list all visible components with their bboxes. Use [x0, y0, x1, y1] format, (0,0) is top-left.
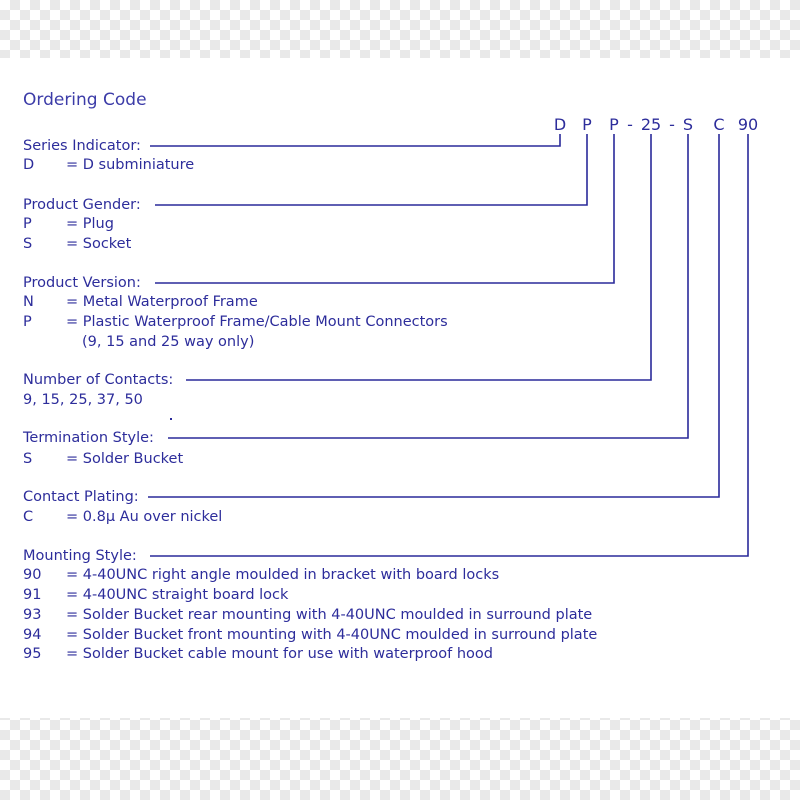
section-label: Mounting Style: [23, 548, 137, 564]
option-code: 91 [23, 587, 42, 603]
option-text: = Solder Bucket rear mounting with 4-40UNC moulded in surround plate [66, 607, 593, 623]
code-part-mounting: 90 [737, 115, 759, 134]
leader-gender [155, 134, 587, 205]
section-label: Product Gender: [23, 197, 141, 213]
option-text: = Metal Waterproof Frame [66, 294, 258, 310]
stray-dot [170, 418, 172, 420]
option-text: = Socket [66, 236, 132, 252]
section-label: Number of Contacts: [23, 372, 174, 388]
code-separator: - [669, 115, 675, 134]
option-code: S [23, 451, 33, 467]
option-code: S [23, 236, 33, 252]
section-label: Termination Style: [23, 430, 154, 446]
code-separator: - [627, 115, 633, 134]
leader-contacts [186, 134, 651, 380]
code-part-version: P [609, 115, 619, 134]
option-code: D [23, 157, 35, 173]
option-code: 95 [23, 646, 42, 662]
option-text: = Plastic Waterproof Frame/Cable Mount Connectors [66, 314, 448, 330]
option-code: 90 [23, 567, 42, 583]
option-text: = 4-40UNC right angle moulded in bracket with board locks [66, 567, 500, 583]
option-text: = 4-40UNC straight board lock [66, 587, 289, 603]
option-text: = 0.8μ Au over nickel [66, 509, 223, 525]
option-note: (9, 15 and 25 way only) [82, 334, 255, 350]
section-label: Contact Plating: [23, 489, 139, 505]
option-text: = Solder Bucket cable mount for use with waterproof hood [66, 646, 493, 662]
option-text: = Solder Bucket front mounting with 4-40UNC moulded in surround plate [66, 627, 598, 643]
option-text: = Solder Bucket [66, 451, 184, 467]
option-code: 93 [23, 607, 42, 623]
section-label: Series Indicator: [23, 138, 141, 154]
code-part-gender: P [582, 115, 592, 134]
section-label: Product Version: [23, 275, 141, 291]
option-code: 94 [23, 627, 42, 643]
option-code: N [23, 294, 34, 310]
leader-version [155, 134, 614, 283]
page-title: Ordering Code [23, 90, 147, 110]
option-code: C [23, 509, 34, 525]
option-code: P [23, 314, 32, 330]
contacts-values: 9, 15, 25, 37, 50 [23, 392, 143, 408]
leader-termination [168, 134, 688, 438]
code-part-series: D [553, 115, 567, 134]
leader-series [150, 134, 560, 146]
option-text: = Plug [66, 216, 114, 232]
option-text: = D subminiature [66, 157, 195, 173]
code-part-plating: C [713, 115, 725, 134]
option-code: P [23, 216, 32, 232]
code-part-contacts: 25 [640, 115, 662, 134]
code-part-termination: S [682, 115, 694, 134]
